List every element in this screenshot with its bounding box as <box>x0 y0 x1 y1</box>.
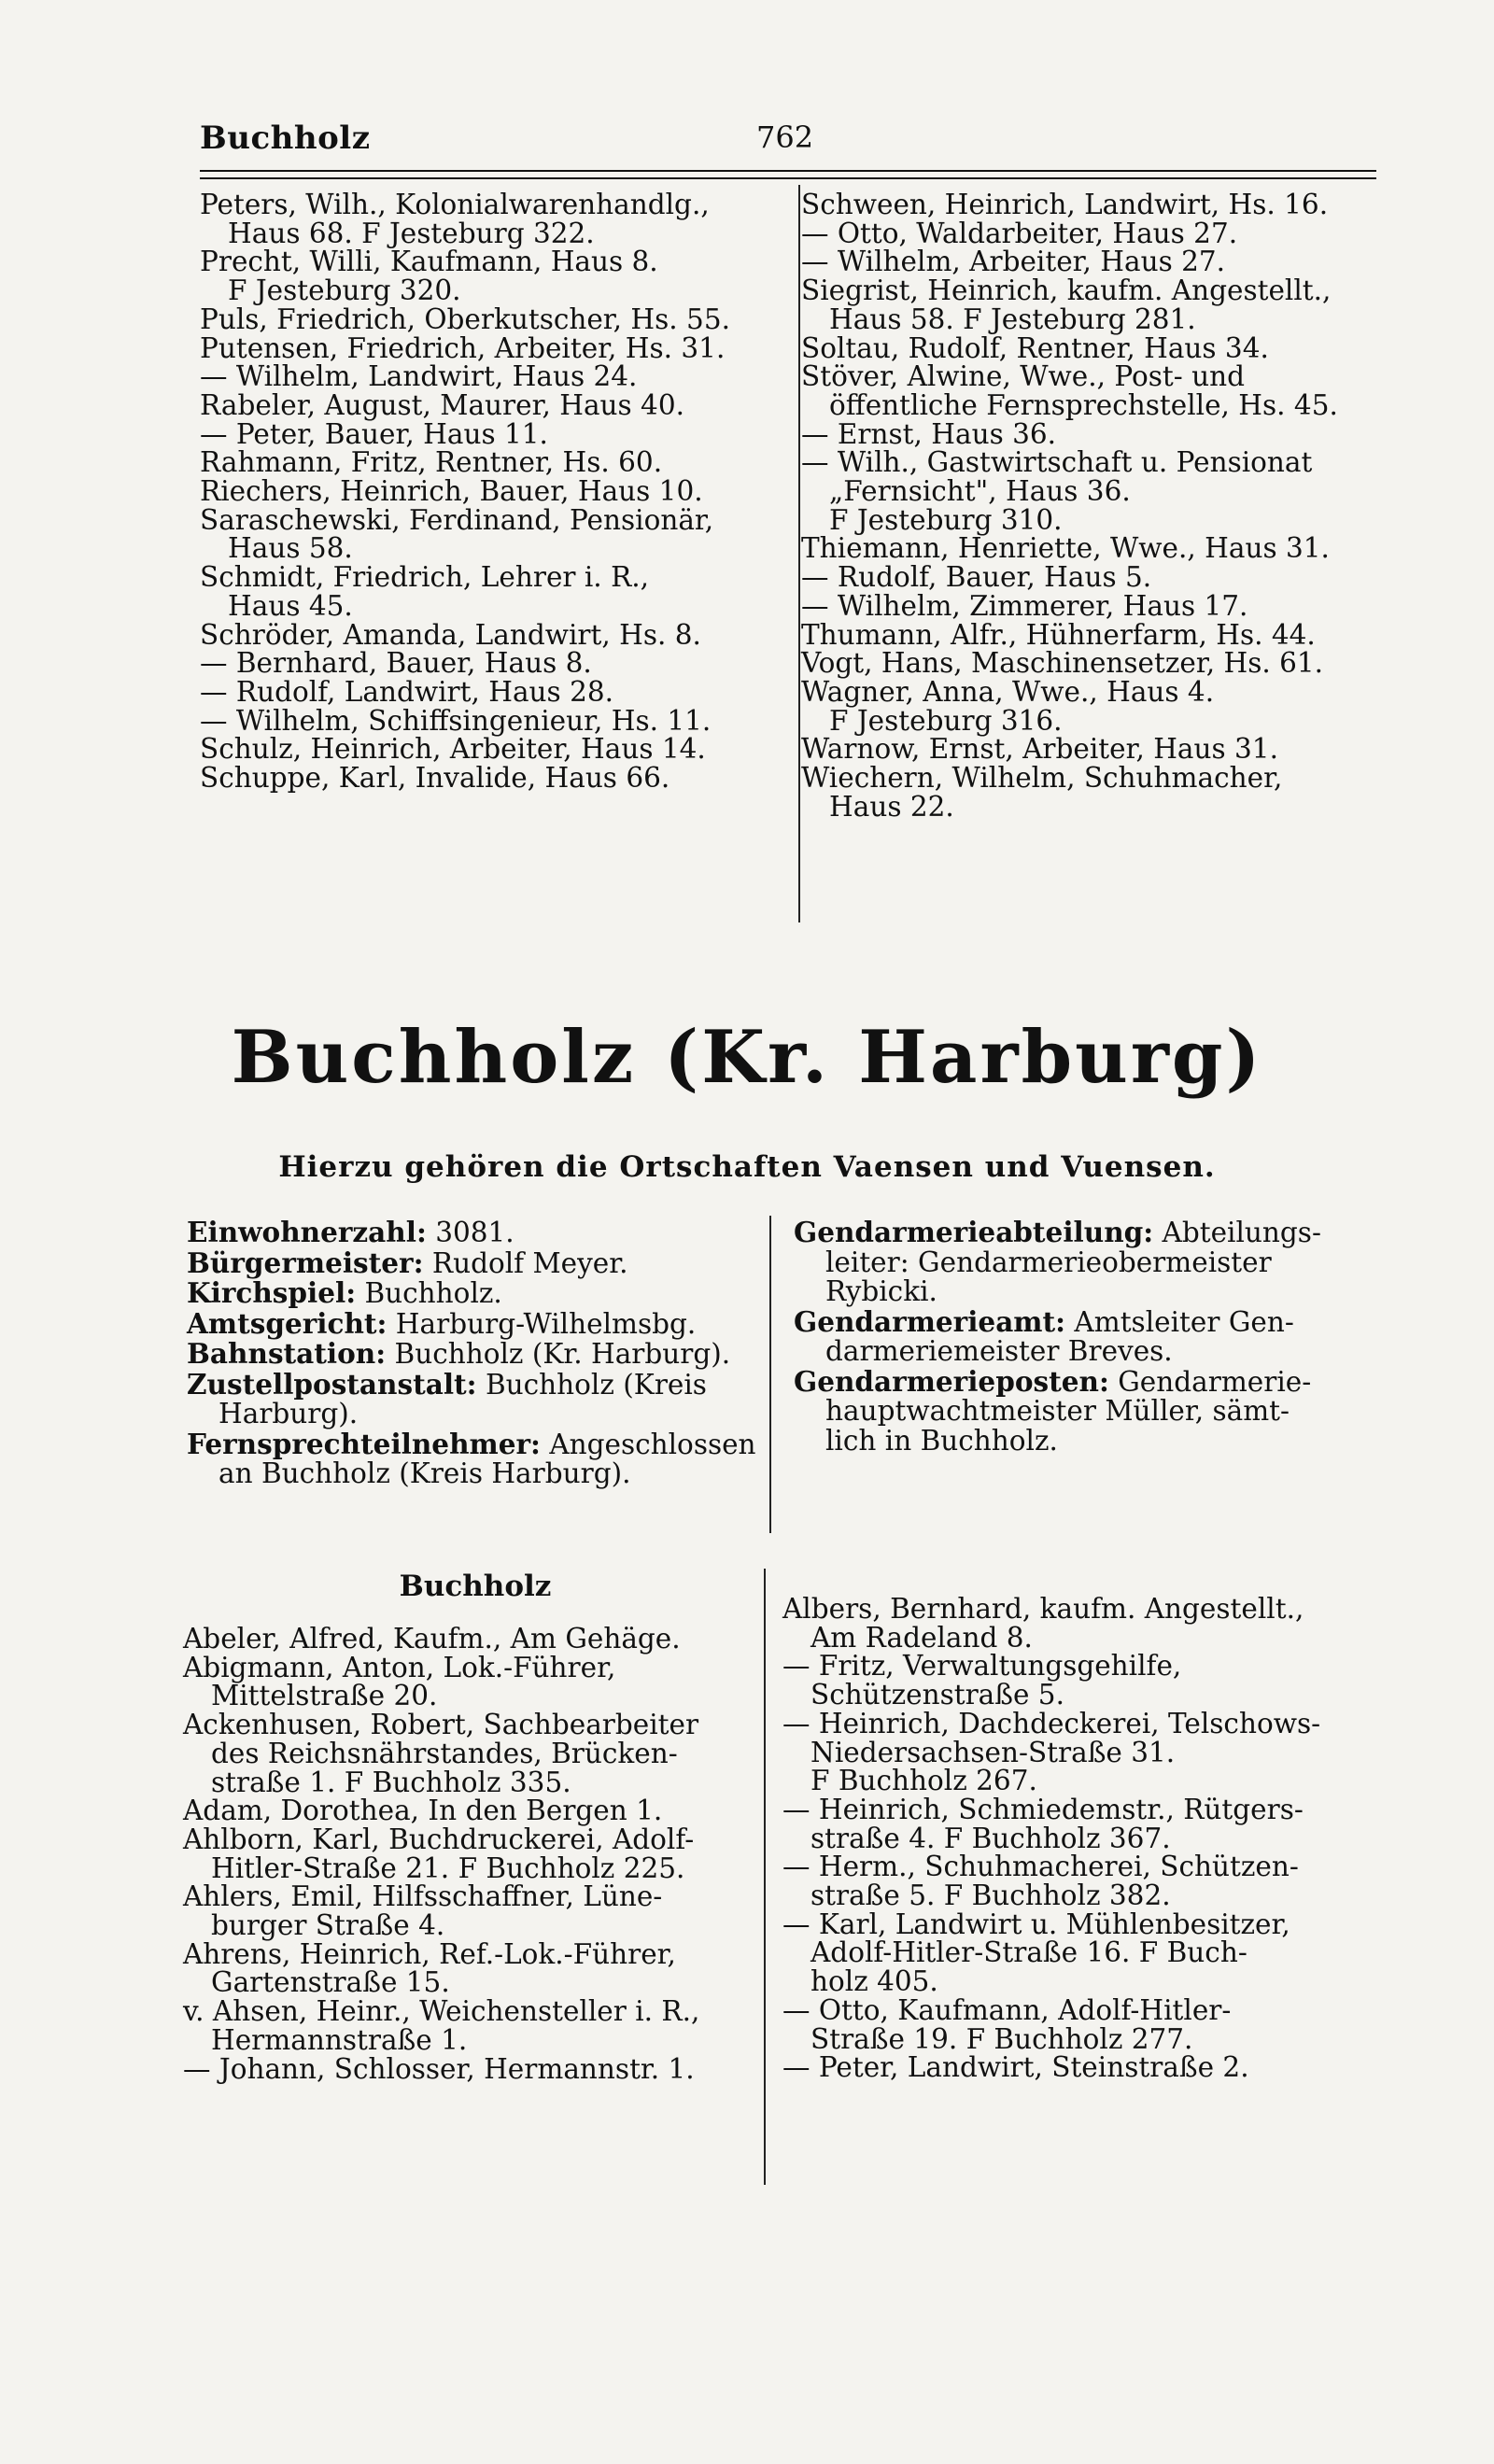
info-continuation-line: darmeriemeister Breves. <box>825 1335 1173 1367</box>
directory-entry <box>782 1595 1320 1652</box>
entry-line: — Karl, Landwirt u. Mühlenbesitzer, <box>782 1908 1290 1940</box>
directory-entry <box>200 305 730 334</box>
entry-continuation-line: F Buchholz 267. <box>810 1765 1037 1797</box>
entry-line: Ahlborn, Karl, Buchdruckerei, Adolf- <box>183 1823 695 1855</box>
entry-line: Thumann, Alfr., Hühnerfarm, Hs. 44. <box>801 618 1316 651</box>
entry-continuation-line: „Fernsicht", Haus 36. <box>829 475 1131 508</box>
info-label: Amtsgericht: <box>187 1306 388 1340</box>
directory-entry <box>801 219 1338 248</box>
entry-line: — Herm., Schuhmacherei, Schützen- <box>782 1851 1299 1883</box>
entry-continuation-line: Haus 22. <box>829 790 954 823</box>
info-item <box>187 1278 756 1309</box>
directory-entry <box>782 1851 1320 1912</box>
directory-entry <box>200 563 730 620</box>
info-item <box>187 1367 756 1429</box>
info-item <box>794 1304 1321 1367</box>
entry-line: — Johann, Schlosser, Hermannstr. 1. <box>183 2052 695 2085</box>
running-head-place: Buchholz <box>200 120 371 157</box>
directory-entry <box>801 618 1338 651</box>
info-value: 3081. <box>426 1217 514 1248</box>
directory-entry <box>183 1651 699 1712</box>
entry-continuation-line: burger Straße 4. <box>211 1909 445 1942</box>
info-label: Gendarmerieamt: <box>794 1304 1066 1338</box>
entry-continuation-line: des Reichsnährstandes, Brücken- <box>211 1737 678 1769</box>
entry-line: Riechers, Heinrich, Bauer, Haus 10. <box>200 475 703 508</box>
entry-continuation-line: F Jesteburg 310. <box>829 503 1063 536</box>
entry-line: v. Ahsen, Heinr., Weichensteller i. R., <box>183 1995 700 2028</box>
directory-entry <box>183 1997 699 2054</box>
directory-entry <box>183 1625 699 1654</box>
entry-line: Ackenhusen, Robert, Sachbearbeiter <box>183 1709 699 1741</box>
entry-line: Schmidt, Friedrich, Lehrer i. R., <box>200 561 650 594</box>
info-label: Zustellpostanstalt: <box>187 1367 477 1401</box>
entry-line: — Ernst, Haus 36. <box>801 417 1057 450</box>
header-double-rule <box>200 170 1376 179</box>
directory-entry <box>782 1795 1320 1852</box>
bottom-left-column <box>183 1625 699 2083</box>
directory-entry <box>200 388 730 421</box>
entry-continuation-line: Hermannstraße 1. <box>211 2023 468 2056</box>
entry-line: Puls, Friedrich, Oberkutscher, Hs. 55. <box>200 303 730 335</box>
entry-line: Schween, Heinrich, Landwirt, Hs. 16. <box>801 189 1329 220</box>
info-value: Buchholz (Kreis <box>476 1368 707 1401</box>
info-label: Gendarmerieabteilung: <box>794 1216 1154 1248</box>
directory-entry <box>200 675 730 708</box>
info-continuation-line: an Buchholz (Kreis Harburg). <box>218 1457 631 1489</box>
info-continuation-line: leiter: Gendarmerieobermeister <box>825 1246 1272 1278</box>
info-item <box>187 1218 756 1248</box>
directory-entry <box>183 1825 699 1882</box>
entry-line: Vogt, Hans, Maschinensetzer, Hs. 61. <box>801 647 1324 680</box>
info-label: Bahnstation: <box>187 1337 387 1370</box>
directory-entry <box>801 276 1338 333</box>
page-number: 762 <box>756 120 814 155</box>
entry-continuation-line: öffentliche Fernsprechstelle, Hs. 45. <box>829 388 1338 421</box>
entry-line: Rabeler, August, Maurer, Haus 40. <box>200 388 684 421</box>
entry-line: — Otto, Kaufmann, Adolf-Hitler- <box>782 1993 1232 2026</box>
entry-line: Rahmann, Fritz, Rentner, Hs. 60. <box>200 446 663 479</box>
info-item <box>794 1218 1321 1307</box>
directory-entry <box>183 1880 699 1942</box>
entry-continuation-line: Am Radeland 8. <box>810 1621 1033 1654</box>
directory-entry <box>200 649 730 678</box>
directory-entry <box>801 190 1338 219</box>
entry-line: — Wilhelm, Landwirt, Haus 24. <box>200 360 638 393</box>
entry-line: — Bernhard, Bauer, Haus 8. <box>200 647 592 680</box>
info-value: Harburg-Wilhelmsbg. <box>387 1307 697 1340</box>
entry-continuation-line: Hitler-Straße 21. F Buchholz 225. <box>211 1852 685 1884</box>
entry-line: Wiechern, Wilhelm, Schuhmacher, <box>801 762 1283 795</box>
directory-entry <box>200 735 730 764</box>
entry-line: Schuppe, Karl, Invalide, Haus 66. <box>200 762 670 795</box>
directory-entry <box>801 534 1338 563</box>
info-continuation-line: Rybicki. <box>825 1275 937 1307</box>
directory-entry <box>801 563 1338 592</box>
entry-line: Soltau, Rudolf, Rentner, Haus 34. <box>801 331 1269 364</box>
directory-entry <box>200 448 730 477</box>
directory-entry <box>200 618 730 651</box>
info-value: Gendarmerie- <box>1108 1365 1312 1398</box>
entry-line: Ahlers, Emil, Hilfsschaffner, Lüne- <box>183 1880 663 1913</box>
entry-line: Siegrist, Heinrich, kaufm. Angestellt., <box>801 275 1332 307</box>
directory-entry <box>782 2053 1320 2082</box>
entry-line: Abigmann, Anton, Lok.-Führer, <box>183 1651 616 1683</box>
directory-entry <box>183 1711 699 1796</box>
entry-line: Precht, Willi, Kaufmann, Haus 8. <box>200 246 658 278</box>
entry-line: Schulz, Heinrich, Arbeiter, Haus 14. <box>200 733 706 766</box>
entry-line: — Wilh., Gastwirtschaft u. Pensionat <box>801 446 1313 479</box>
info-value: Buchholz. <box>356 1277 502 1309</box>
entry-continuation-line: Adolf-Hitler-Straße 16. F Buch- <box>810 1936 1247 1969</box>
entry-line: Peters, Wilh., Kolonialwarenhandlg., <box>200 189 710 220</box>
info-label: Bürgermeister: <box>187 1246 424 1279</box>
directory-entry <box>200 190 730 247</box>
section-heading: Buchholz <box>399 1570 552 1603</box>
entry-continuation-line: straße 5. F Buchholz 382. <box>810 1880 1171 1912</box>
entry-line: — Rudolf, Bauer, Haus 5. <box>801 561 1152 594</box>
entry-line: Thiemann, Henriette, Wwe., Haus 31. <box>801 532 1330 565</box>
entry-continuation-line: Haus 45. <box>228 589 353 622</box>
info-value: Amtsleiter Gen- <box>1065 1305 1294 1338</box>
directory-entry <box>801 764 1338 821</box>
directory-entry <box>200 704 730 737</box>
entry-continuation-line: Haus 58. <box>228 532 353 565</box>
info-label: Fernsprechteilnehmer: <box>187 1427 541 1460</box>
directory-entry <box>200 477 730 506</box>
info-item <box>187 1306 756 1340</box>
entry-line: Albers, Bernhard, kaufm. Angestellt., <box>782 1593 1304 1625</box>
entry-line: — Peter, Bauer, Haus 11. <box>200 417 548 450</box>
entry-line: Warnow, Ernst, Arbeiter, Haus 31. <box>801 733 1278 766</box>
directory-entry <box>782 1910 1320 1996</box>
info-value: Angeschlossen <box>540 1428 756 1460</box>
column-divider-top <box>798 185 800 922</box>
entry-continuation-line: Schützenstraße 5. <box>810 1679 1064 1711</box>
info-label: Gendarmerieposten: <box>794 1364 1109 1398</box>
entry-line: — Wilhelm, Zimmerer, Haus 17. <box>801 589 1248 622</box>
directory-entry <box>200 331 730 364</box>
directory-entry <box>801 649 1338 678</box>
entry-continuation-line: holz 405. <box>810 1965 938 1998</box>
entry-line: Putensen, Friedrich, Arbeiter, Hs. 31. <box>200 331 726 364</box>
directory-entry <box>200 764 730 793</box>
info-continuation-line: hauptwachtmeister Müller, sämt- <box>825 1395 1290 1427</box>
entry-line: Saraschewski, Ferdinand, Pensionär, <box>200 503 714 536</box>
entry-continuation-line: Haus 58. F Jesteburg 281. <box>829 303 1196 335</box>
info-value: Buchholz (Kr. Harburg). <box>386 1338 731 1370</box>
directory-entry <box>782 1993 1320 2055</box>
info-continuation-line: lich in Buchholz. <box>825 1424 1058 1457</box>
town-info-left <box>187 1218 756 1489</box>
info-value: Abteilungs- <box>1153 1217 1321 1248</box>
top-left-column <box>200 190 730 793</box>
running-head <box>200 120 1376 166</box>
info-value: Rudolf Meyer. <box>423 1246 628 1279</box>
town-subtitle: Hierzu gehören die Ortschaften Vaensen und Vuensen. <box>278 1150 1216 1184</box>
entry-line: — Wilhelm, Arbeiter, Haus 27. <box>801 246 1226 278</box>
entry-continuation-line: Straße 19. F Buchholz 277. <box>810 2022 1193 2055</box>
directory-entry <box>200 246 730 307</box>
town-title: Buchholz (Kr. Harburg) <box>231 1015 1263 1100</box>
entry-continuation-line: F Jesteburg 320. <box>228 275 461 307</box>
entry-line: — Otto, Waldarbeiter, Haus 27. <box>801 217 1238 249</box>
entry-line: Wagner, Anna, Wwe., Haus 4. <box>801 675 1215 708</box>
entry-line: — Rudolf, Landwirt, Haus 28. <box>200 675 613 708</box>
entry-continuation-line: Mittelstraße 20. <box>211 1680 438 1712</box>
directory-entry <box>801 675 1338 737</box>
directory-entry <box>801 417 1338 450</box>
top-right-column <box>801 190 1338 821</box>
bottom-right-column <box>782 1595 1320 2082</box>
column-divider-bottom <box>764 1569 766 2185</box>
entry-continuation-line: F Jesteburg 316. <box>829 704 1063 737</box>
entry-line: Schröder, Amanda, Landwirt, Hs. 8. <box>200 618 701 651</box>
directory-entry <box>183 1937 699 1999</box>
entry-line: — Heinrich, Schmiedemstr., Rütgers- <box>782 1793 1304 1825</box>
directory-entry <box>801 735 1338 764</box>
town-info-right <box>794 1218 1321 1456</box>
directory-entry <box>782 1652 1320 1709</box>
info-item <box>187 1429 756 1489</box>
entry-line: — Peter, Landwirt, Steinstraße 2. <box>782 2051 1249 2084</box>
directory-entry <box>801 362 1338 419</box>
info-item <box>187 1248 756 1279</box>
directory-entry <box>183 2052 699 2085</box>
directory-entry <box>200 362 730 391</box>
info-item <box>794 1364 1321 1457</box>
entry-continuation-line: Gartenstraße 15. <box>211 1966 450 1999</box>
info-label: Kirchspiel: <box>187 1276 357 1309</box>
entry-line: Abeler, Alfred, Kaufm., Am Gehäge. <box>183 1623 681 1654</box>
directory-entry <box>200 503 730 565</box>
directory-entry <box>200 417 730 450</box>
entry-line: — Fritz, Verwaltungsgehilfe, <box>782 1650 1182 1683</box>
directory-entry <box>801 448 1338 534</box>
entry-line: — Heinrich, Dachdeckerei, Telschows- <box>782 1707 1321 1739</box>
info-continuation-line: Harburg). <box>218 1398 359 1429</box>
directory-entry <box>183 1796 699 1825</box>
entry-continuation-line: Niedersachsen-Straße 31. <box>810 1736 1176 1768</box>
info-label: Einwohnerzahl: <box>187 1216 427 1248</box>
directory-entry <box>801 247 1338 276</box>
entry-continuation-line: straße 1. F Buchholz 335. <box>211 1766 571 1798</box>
entry-continuation-line: straße 4. F Buchholz 367. <box>810 1822 1171 1854</box>
directory-entry <box>801 589 1338 622</box>
entry-line: Ahrens, Heinrich, Ref.-Lok.-Führer, <box>183 1937 676 1970</box>
entry-line: Stöver, Alwine, Wwe., Post- und <box>801 360 1245 393</box>
entry-line: Adam, Dorothea, In den Bergen 1. <box>183 1795 663 1827</box>
entry-continuation-line: Haus 68. F Jesteburg 322. <box>228 217 595 249</box>
directory-entry <box>782 1707 1321 1797</box>
column-divider-info <box>769 1216 771 1533</box>
directory-entry <box>801 331 1338 364</box>
entry-line: — Wilhelm, Schiffsingenieur, Hs. 11. <box>200 704 712 737</box>
info-item <box>187 1339 756 1370</box>
